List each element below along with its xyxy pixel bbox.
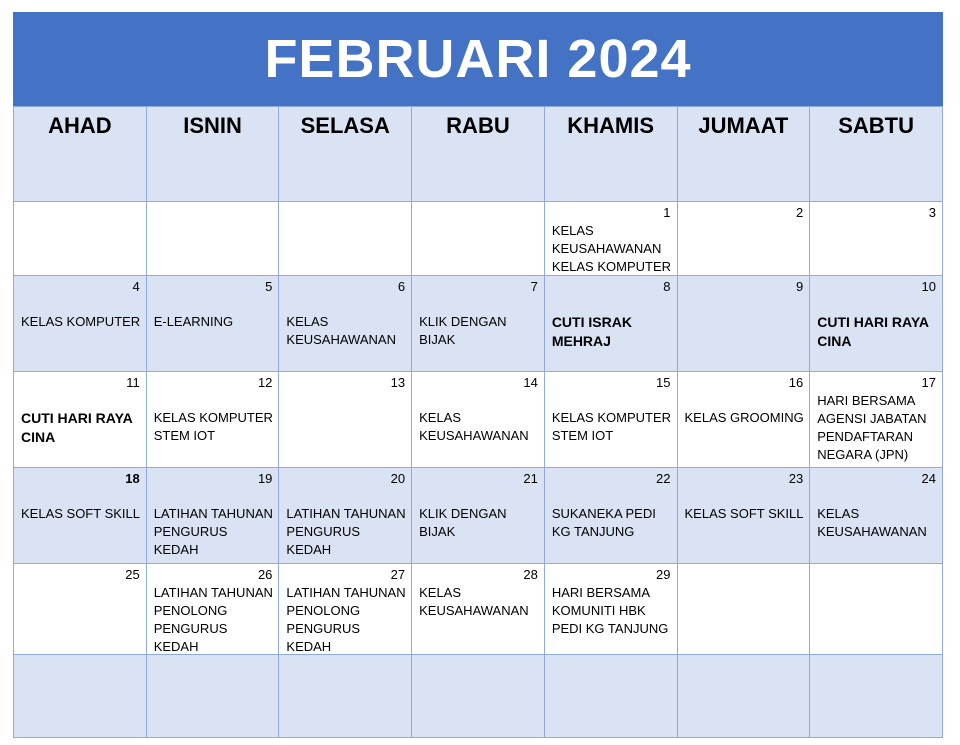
day-number: 11 xyxy=(126,375,140,390)
weekday-header xyxy=(279,107,412,202)
day-number: 14 xyxy=(523,375,538,390)
day-number: 3 xyxy=(928,205,936,220)
day-cell[interactable] xyxy=(279,564,412,655)
day-number: 6 xyxy=(397,279,406,294)
day-cell[interactable] xyxy=(810,202,943,276)
weekday-label: AHAD xyxy=(48,113,112,138)
calendar-title: FEBRUARI 2024 xyxy=(264,29,692,89)
calendar-title-bar xyxy=(13,12,943,106)
week-row xyxy=(14,202,943,276)
day-cell[interactable] xyxy=(279,372,412,468)
event-label: KELAS SOFT SKILL xyxy=(684,506,804,521)
week-row xyxy=(14,655,943,738)
weekday-header xyxy=(14,107,147,202)
day-number: 29 xyxy=(656,567,671,582)
calendar xyxy=(13,12,943,738)
day-number: 23 xyxy=(788,471,804,486)
event-label: LATIHAN TAHUNAN PENOLONG PENGURUS KEDAH xyxy=(153,585,273,654)
event-label: KLIK DENGAN BIJAK xyxy=(419,506,507,539)
event-label: KELAS KEUSAHAWANAN KELAS KOMPUTER xyxy=(551,223,672,274)
day-cell[interactable] xyxy=(412,372,545,468)
day-cell[interactable] xyxy=(146,564,279,655)
day-number: 22 xyxy=(656,471,671,486)
weekday-header xyxy=(146,107,279,202)
day-number: 21 xyxy=(523,471,538,486)
empty-day-cell xyxy=(146,655,279,738)
event-label: KELAS KEUSAHAWANAN xyxy=(286,314,396,347)
day-cell[interactable] xyxy=(810,468,943,564)
empty-day-cell xyxy=(146,202,279,276)
day-cell[interactable] xyxy=(810,372,943,468)
day-number: 15 xyxy=(656,375,671,390)
day-number: 9 xyxy=(795,279,804,294)
weekday-label: RABU xyxy=(446,113,510,138)
event-label: HARI BERSAMA KOMUNITI HBK PEDI KG TANJUNG xyxy=(551,585,669,636)
empty-day-cell xyxy=(279,655,412,738)
empty-day-cell xyxy=(14,655,147,738)
event-label: LATIHAN TAHUNAN PENGURUS KEDAH xyxy=(286,506,406,557)
day-cell[interactable] xyxy=(146,372,279,468)
weekday-header xyxy=(810,107,943,202)
weekday-label: ISNIN xyxy=(183,113,242,138)
empty-day-cell xyxy=(412,655,545,738)
event-label: KELAS KOMPUTER STEM IOT xyxy=(153,410,273,443)
day-cell[interactable] xyxy=(544,276,677,372)
day-number: 12 xyxy=(257,375,273,390)
day-cell[interactable] xyxy=(677,372,810,468)
empty-day-cell xyxy=(14,202,147,276)
day-number: 24 xyxy=(921,471,936,486)
day-cell[interactable] xyxy=(412,564,545,655)
weekday-header xyxy=(544,107,677,202)
calendar-grid xyxy=(13,106,943,738)
day-number: 13 xyxy=(390,375,406,390)
day-cell[interactable] xyxy=(279,276,412,372)
weekday-header-row xyxy=(14,107,943,202)
event-label: KELAS KEUSAHAWANAN xyxy=(419,410,529,443)
weekday-label: SABTU xyxy=(838,113,914,138)
day-number: 17 xyxy=(921,375,936,390)
day-cell[interactable] xyxy=(544,372,677,468)
event-label: LATIHAN TAHUNAN PENGURUS KEDAH xyxy=(153,506,273,557)
day-cell[interactable] xyxy=(279,468,412,564)
empty-day-cell xyxy=(279,202,412,276)
weekday-label: JUMAAT xyxy=(698,113,789,138)
day-cell[interactable] xyxy=(14,564,147,655)
event-label: HARI BERSAMA AGENSI JABATAN PENDAFTARAN NEGARA (JPN) xyxy=(817,393,927,462)
event-label: KELAS KOMPUTER STEM IOT xyxy=(551,410,672,443)
day-number: 19 xyxy=(257,471,273,486)
day-cell[interactable] xyxy=(677,468,810,564)
day-number: 25 xyxy=(125,567,140,582)
day-number: 2 xyxy=(795,205,804,220)
day-number: 4 xyxy=(132,279,140,294)
day-number: 16 xyxy=(788,375,804,390)
event-label: KELAS KOMPUTER xyxy=(21,314,141,329)
weekday-label: KHAMIS xyxy=(567,113,655,138)
empty-day-cell xyxy=(677,564,810,655)
event-label: E-LEARNING xyxy=(153,314,234,329)
event-label: LATIHAN TAHUNAN PENOLONG PENGURUS KEDAH xyxy=(286,585,406,654)
empty-day-cell xyxy=(412,202,545,276)
empty-day-cell xyxy=(544,655,677,738)
day-cell[interactable] xyxy=(544,468,677,564)
day-cell[interactable] xyxy=(14,276,147,372)
day-cell[interactable] xyxy=(14,372,147,468)
day-number: 7 xyxy=(530,279,538,294)
day-number: 26 xyxy=(257,567,273,582)
day-cell[interactable] xyxy=(544,202,677,276)
holiday-label: CUTI HARI RAYA CINA xyxy=(817,314,929,349)
holiday-label: CUTI HARI RAYA CINA xyxy=(21,410,133,445)
day-cell[interactable] xyxy=(146,276,279,372)
event-label: KELAS SOFT SKILL xyxy=(21,506,140,521)
empty-day-cell xyxy=(810,564,943,655)
week-row xyxy=(14,372,943,468)
day-number: 5 xyxy=(265,279,273,294)
day-cell[interactable] xyxy=(677,202,810,276)
day-number: 10 xyxy=(921,279,936,294)
weekday-header xyxy=(412,107,545,202)
weekday-label: SELASA xyxy=(300,113,390,138)
holiday-label: CUTI ISRAK MEHRAJ xyxy=(551,314,632,349)
day-cell[interactable] xyxy=(677,276,810,372)
day-number: 27 xyxy=(390,567,406,582)
day-cell[interactable] xyxy=(412,468,545,564)
day-cell[interactable] xyxy=(412,276,545,372)
empty-day-cell xyxy=(677,655,810,738)
day-number: 1 xyxy=(663,205,671,220)
event-label: SUKANEKA PEDI KG TANJUNG xyxy=(551,506,656,539)
week-row xyxy=(14,276,943,372)
event-label: KELAS KEUSAHAWANAN xyxy=(817,506,927,539)
event-label: KELAS GROOMING xyxy=(684,410,804,425)
day-cell[interactable] xyxy=(146,468,279,564)
event-label: KLIK DENGAN BIJAK xyxy=(419,314,507,347)
day-number: 18 xyxy=(125,471,140,486)
day-cell[interactable] xyxy=(544,564,677,655)
day-number: 20 xyxy=(390,471,406,486)
week-row xyxy=(14,468,943,564)
day-cell[interactable] xyxy=(810,276,943,372)
weekday-header xyxy=(677,107,810,202)
day-number: 28 xyxy=(523,567,538,582)
event-label: KELAS KEUSAHAWANAN xyxy=(419,585,529,618)
day-number: 8 xyxy=(663,279,671,294)
empty-day-cell xyxy=(810,655,943,738)
day-cell[interactable] xyxy=(14,468,147,564)
week-row xyxy=(14,564,943,655)
